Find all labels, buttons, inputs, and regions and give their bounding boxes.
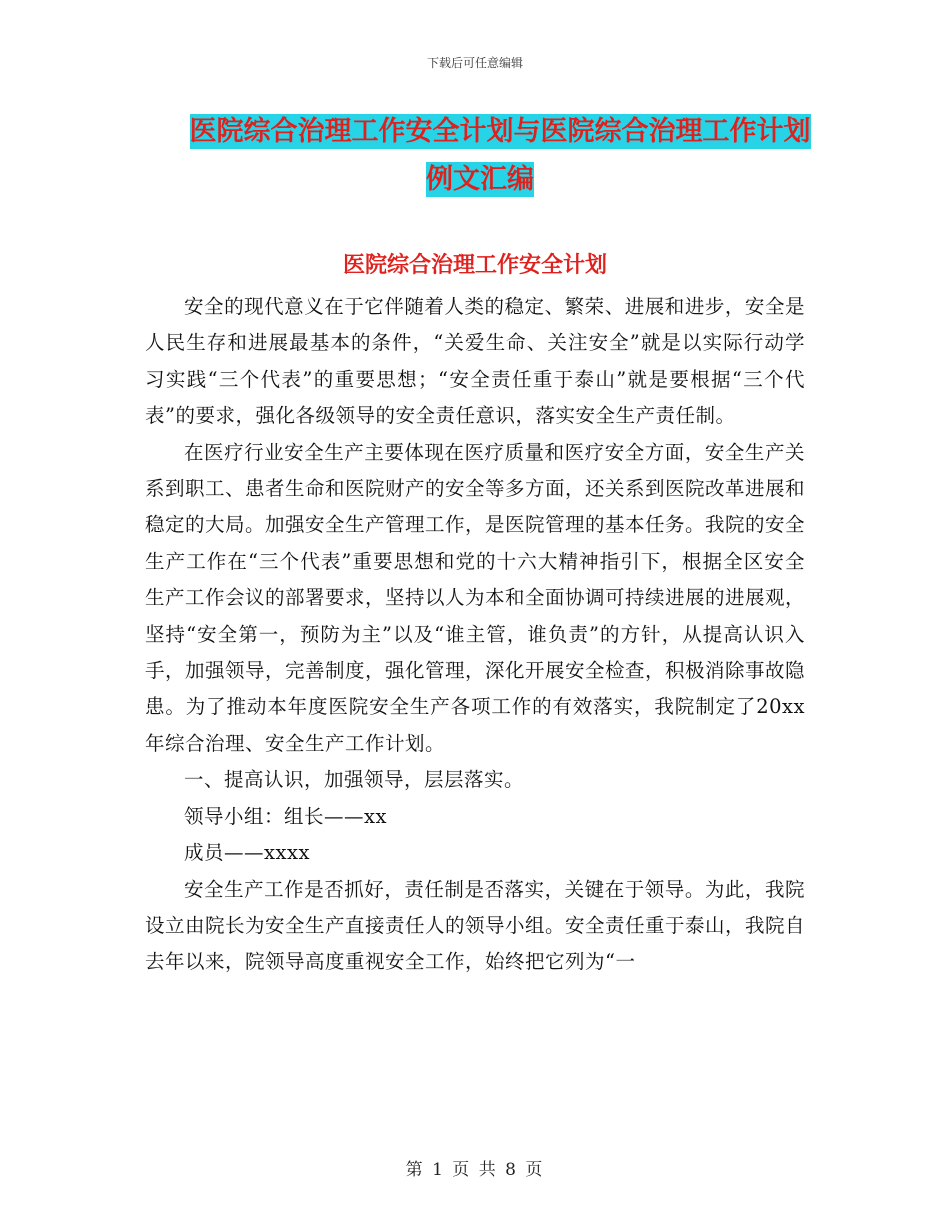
page-number: 第 1 页 共 8 页 (405, 1160, 545, 1180)
section-title: 医院综合治理工作安全计划 (342, 253, 607, 278)
paragraph: 成员——xxxx (184, 841, 310, 865)
document-title-line-2: 例文汇编 (426, 164, 534, 195)
paragraph: 在医疗行业安全生产主要体现在医疗质量和医疗安全方面，安全生产关系到职工、患者生命和医院财产的安全等多方面，还关系到医院改革进展和稳定的大局。加强安全生产管理工作，是医院管理的基本任务。我院的安全生产工作在“三个代表”重要思想和党的十六大精神指引下，根据全区安全生产工作会议的部署要求，坚持以人为本和全面协调可持续进展的进展观，坚持“安全第一，预防为主”以及“谁主管，谁负责”的方针，从提高认识入手，加强领导，完善制度，强化管理，深化开展安全检查，积极消除事故隐患。为了推动本年度医院安全生产各项工作的有效落实，我院制定了20xx年综合治理、安全生产工作计划。 (145, 440, 806, 755)
page-header-note: 下载后可任意编辑 (426, 56, 523, 70)
document-title (0, 108, 950, 204)
document-title-line-1: 医院综合治理工作安全计划与医院综合治理工作计划 (189, 116, 811, 147)
paragraph: 安全生产工作是否抓好，责任制是否落实，关键在于领导。为此，我院设立由院长为安全生产直接责任人的领导小组。安全责任重于泰山，我院自去年以来，院领导高度重视安全工作，始终把它列为“一 (145, 877, 806, 974)
paragraph: 安全的现代意义在于它伴随着人类的稳定、繁荣、进展和进步，安全是人民生存和进展最基本的条件，“关爱生命、关注安全”就是以实际行动学习实践“三个代表”的重要思想；“安全责任重于泰山”就是要根据“三个代表”的要求，强化各级领导的安全责任意识，落实安全生产责任制。 (145, 295, 805, 428)
document-body (145, 289, 805, 981)
paragraph: 领导小组：组长——xx (184, 804, 387, 828)
paragraph: 一、提高认识，加强领导，层层落实。 (184, 768, 525, 792)
